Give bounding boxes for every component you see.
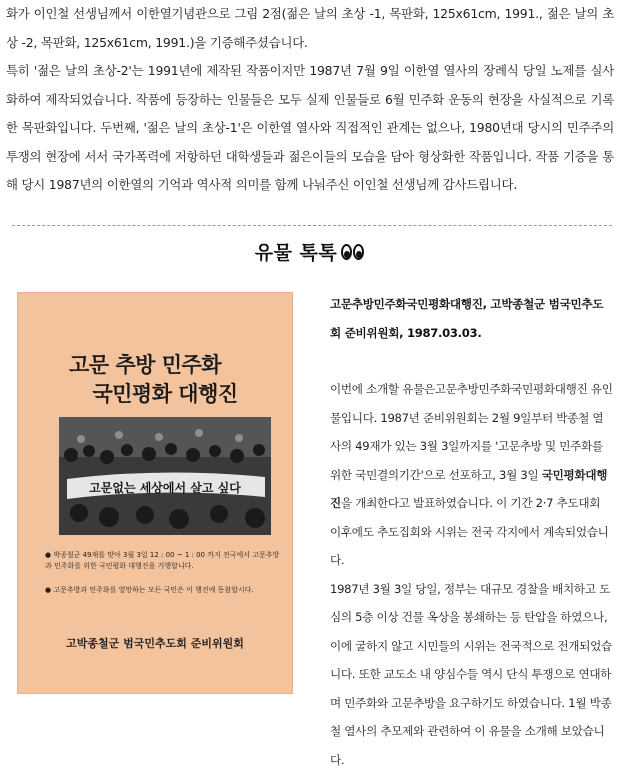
artifact-body-1 [330, 375, 614, 575]
intro-paragraph-1: 화가 이인철 선생님께서 이한열기념관으로 그림 2점(젊은 날의 초상 -1, 목판화, 125x61cm, 1991., 젊은 날의 초상 -2, 목판화, 125x61cm, 1991.)을 기증해주셨습니다. [6, 0, 614, 57]
artifact-body-1-part-a: 이번에 소개할 유물은고문추방민주화국민평화대행진 유인물입니다. 1987년 준비위원회는 2월 9일부터 박종철 열사의 49재가 있는 3월 3일까지를 '고문추방 및 민주화를 위한 국민결의기간'으로 선포하고, 3월 3일 [330, 382, 613, 482]
intro-paragraph-2: 특히 '젊은 날의 초상-2'는 1991년에 제작된 작품이지만 1987년 7월 9일 이한열 열사의 장례식 당일 노제를 실사화하여 제작되었습니다. 작품에 등장하는 인물들은 모두 실제 인물들로 6월 민주화 운동의 현장을 사실적으로 기록한 목판화입니다. 두번째, '젊은 날의 초상-1'은 이한열 열사와 직접적인 관계는 없으나, 1980년대 당시의 민주주의 투쟁의 현장에 서서 국가폭력에 저항하던 대학생들과 젊은이들의 모습을 담아 형상화한 작품입니다. 작품 기증을 통해 당시 1987년의 이한열의 기억과 역사적 의미를 함께 나눠주신 이인철 선생님께 감사드립니다. [6, 57, 614, 200]
eyes-icon [341, 244, 364, 260]
poster-headline-1: 고문 추방 민주화 [7, 349, 283, 379]
poster-bullet-1: ● 박종철군 49재를 맞아 3월 3일 12 : 00 ~ 1 : 00 까지 전국에서 고문추방과 민주화를 위한 국민평화 대행진을 거행합니다. [45, 550, 285, 572]
intro-text [6, 0, 614, 200]
artifact-description [330, 290, 614, 774]
poster-protest-photo [59, 417, 271, 535]
section-title-text: 유물 톡톡 [255, 238, 338, 265]
poster-headline-2: 국민평화 대행진 [27, 378, 303, 408]
poster-banner-text: 고문없는 세상에서 살고 싶다 [89, 480, 241, 495]
artifact-body-1-part-b: 을 개최한다고 발표하였습니다. 이 기간 2·7 추도대회 이후에도 추도집회와 시위는 전국 각지에서 계속되었습니다. [330, 496, 609, 567]
artifact-heading: 고문추방민주화국민평화대행진, 고박종철군 범국민추도회 준비위원회, 1987.03.03. [330, 290, 614, 347]
dashed-divider [12, 225, 612, 226]
artifact-body-2: 1987년 3월 3일 당일, 정부는 대규모 경찰을 배치하고 도심의 5층 이상 건물 옥상을 봉쇄하는 등 탄압을 하였으나, 이에 굴하지 않고 시민들의 시위는 전국적으로 전개되었습니다. 또한 교도소 내 양심수들 역시 단식 투쟁으로 연대하며 민주화와 고문추방을 요구하기도 하였습니다. 1월 박종철 열사의 추모제와 관련하여 이 유물을 소개해 보았습니다. [330, 575, 614, 774]
artifact-body-1-bold: 국민평화대행진 [330, 468, 607, 511]
poster-organizer: 고박종철군 범국민추도회 준비위원회 [17, 635, 293, 651]
poster-bullet-2: ● 고문추방과 민주화를 열망하는 모든 국민은 이 행진에 동참합시다. [45, 585, 285, 596]
section-title [0, 238, 619, 265]
protest-crowd-illustration [59, 417, 271, 535]
poster-image [17, 292, 293, 694]
